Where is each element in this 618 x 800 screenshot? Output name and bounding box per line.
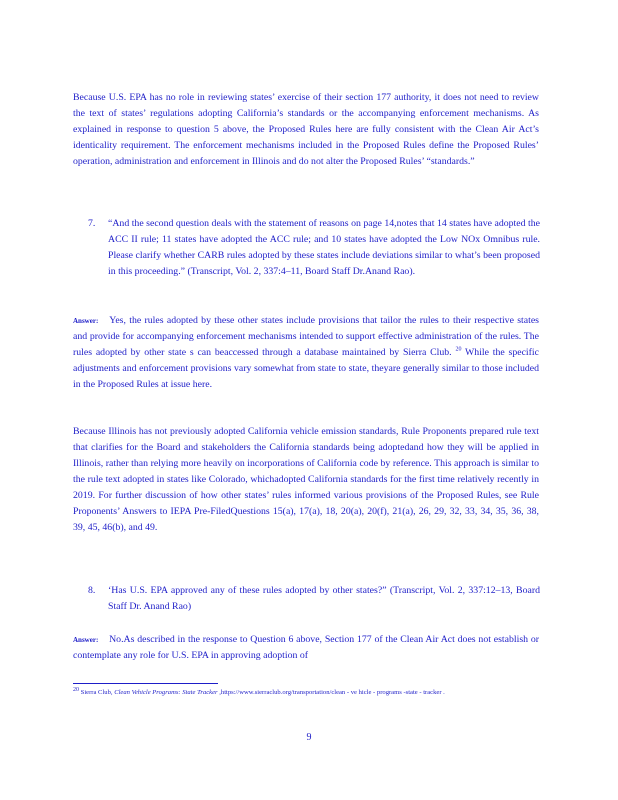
footnote-20 xyxy=(73,688,539,697)
footnote-divider xyxy=(73,683,218,684)
question-8-number: 8. xyxy=(88,585,96,596)
answer-8 xyxy=(73,632,539,664)
footnote-ref-20[interactable]: 20 xyxy=(455,346,462,353)
answer-7-text-1: Yes, the rules adopted by these other states include provisions that tailor the rules to their respective states and provide for accompanying enforcement mechanisms intended to support effective administration of the rules. The rules adopted by other state s can beaccessed through a database maintained by Sierra Club. xyxy=(73,315,539,358)
footnote-url[interactable]: ,https://www.sierraclub.org/transportation/clean - ve hicle - programs -state - tracker . xyxy=(219,689,445,696)
question-8 xyxy=(88,583,540,615)
answer-8-label: Answer: xyxy=(73,636,99,644)
footnote-source: Sierra Club, xyxy=(80,689,113,696)
answer-7-text-2: While the specific adjustments and enforcement provisions vary somewhat from state to state, theyare generally similar to those included in the Proposed Rules at issue here. xyxy=(73,347,539,390)
question-7-text: “And the second question deals with the statement of reasons on page 14,notes that 14 states have adopted the ACC II rule; 11 states have adopted the ACC rule; and 10 states have adopted the Low NOx Omnibus rule. Please clarify whether CARB rules adopted by these states include deviations similar to what’s been proposed in this proceeding.” (Transcript, Vol. 2, 337:4–11, Board Staff Dr.Anand Rao). xyxy=(108,218,540,277)
question-7-number: 7. xyxy=(88,218,96,229)
paragraph-section-177-review: Because U.S. EPA has no role in reviewing states’ exercise of their section 177 authority, it does not need to review the text of states’ regulations adopting California’s standards or the accompanying enforcement mechanisms. As explained in response to question 5 above, the Proposed Rules here are fully consistent with the Clean Air Act’s identicality requirement. The enforcement mechanisms included in the Proposed Rules define the Proposed Rules’ operation, administration and enforcement in Illinois and do not alter the Proposed Rules’ “standards.” xyxy=(73,92,539,167)
answer-7-label: Answer: xyxy=(73,317,99,325)
paragraph-illinois-rule-text: Because Illinois has not previously adopted California vehicle emission standards, Rule Proponents prepared rule text that clarifies for the Board and stakeholders the California standards being adoptedand how they will be applied in Illinois, rather than relying more heavily on incorporations of California code by reference. This approach is similar to the rule text adopted in states like Colorado, whichadopted California standards for the first time relatively recently in 2019. For further discussion of how other states’ rules informed various provisions of the Proposed Rules, see Rule Proponents’ Answers to IEPA Pre-FiledQuestions 15(a), 17(a), 18, 20(a), 20(f), 21(a), 26, 29, 32, 33, 34, 35, 36, 38, 39, 45, 46(b), and 49. xyxy=(73,426,539,533)
question-7 xyxy=(88,216,540,280)
page-number: 9 xyxy=(306,732,312,743)
footnote-title: Clean Vehicle Programs: State Tracker xyxy=(114,689,218,696)
footnote-number: 20 xyxy=(73,686,79,693)
answer-8-text: No.As described in the response to Question 6 above, Section 177 of the Clean Air Act does not establish or contemplate any role for U.S. EPA in approving adoption of xyxy=(73,634,540,661)
answer-7 xyxy=(73,313,539,393)
question-8-text: ‘Has U.S. EPA approved any of these rules adopted by other states?” (Transcript, Vol. 2, 337:12–13, Board Staff Dr. Anand Rao) xyxy=(108,585,540,612)
